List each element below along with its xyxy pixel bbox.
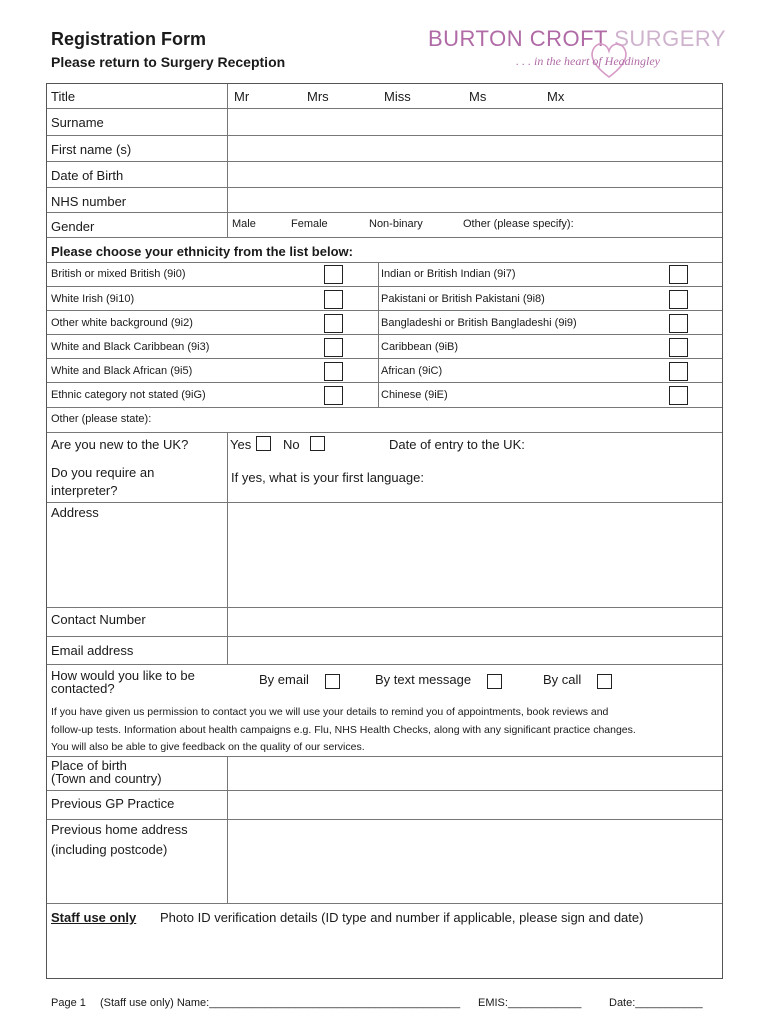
ethnicity-checkbox-other-white[interactable] bbox=[324, 314, 343, 333]
logo-tagline: . . . in the heart of Headingley bbox=[516, 54, 660, 68]
gender-option-other[interactable]: Other (please specify): bbox=[463, 218, 574, 230]
staff-use-only-label: Staff use only bbox=[51, 910, 137, 925]
previous-address-label-line1: Previous home address bbox=[51, 822, 188, 837]
dob-label: Date of Birth bbox=[51, 168, 124, 183]
first-name-label: First name (s) bbox=[51, 142, 132, 157]
ethnicity-checkbox-caribbean[interactable] bbox=[669, 338, 688, 357]
new-to-uk-label: Are you new to the UK? bbox=[51, 437, 189, 452]
title-option-mrs[interactable]: Mrs bbox=[307, 89, 329, 104]
ethnicity-checkbox-white-irish[interactable] bbox=[324, 290, 343, 309]
title-option-mx[interactable]: Mx bbox=[547, 89, 565, 104]
new-to-uk-yes-label: Yes bbox=[230, 437, 252, 452]
ethnicity-option-caribbean: Caribbean (9iB) bbox=[381, 341, 459, 353]
ethnicity-checkbox-indian[interactable] bbox=[669, 265, 688, 284]
footer-emis: EMIS:____________ bbox=[478, 997, 582, 1009]
surname-label: Surname bbox=[51, 115, 104, 130]
gender-option-male[interactable]: Male bbox=[232, 218, 256, 230]
first-language-label: If yes, what is your first language: bbox=[231, 470, 424, 485]
ethnicity-option-white-black-caribbean: White and Black Caribbean (9i3) bbox=[51, 341, 210, 353]
logo-surgery: SURGERY bbox=[607, 26, 727, 51]
ethnicity-option-white-black-african: White and Black African (9i5) bbox=[51, 365, 193, 377]
ethnicity-option-african: African (9iC) bbox=[381, 365, 443, 377]
contact-by-call-label: By call bbox=[543, 672, 582, 687]
contact-preference-label-line2: contacted? bbox=[51, 681, 115, 696]
ethnicity-checkbox-not-stated[interactable] bbox=[324, 386, 343, 405]
new-to-uk-yes-checkbox[interactable] bbox=[256, 436, 271, 451]
page-subtitle: Please return to Surgery Reception bbox=[51, 54, 286, 70]
consent-paragraph bbox=[51, 704, 716, 757]
ethnicity-checkbox-chinese[interactable] bbox=[669, 386, 688, 405]
page-number: Page 1 bbox=[51, 997, 86, 1009]
consent-line-3: You will also be able to give feedback on the quality of our services. bbox=[51, 741, 365, 753]
contact-by-email-checkbox[interactable] bbox=[325, 674, 340, 689]
title-option-ms[interactable]: Ms bbox=[469, 89, 487, 104]
contact-by-text-label: By text message bbox=[375, 672, 472, 687]
place-of-birth-label-line2: (Town and country) bbox=[51, 771, 162, 786]
ethnicity-heading: Please choose your ethnicity from the list below: bbox=[51, 244, 353, 259]
contact-by-call-checkbox[interactable] bbox=[597, 674, 612, 689]
previous-gp-label: Previous GP Practice bbox=[51, 796, 175, 811]
footer-staff-name: (Staff use only) Name:_________________________________________ bbox=[100, 997, 461, 1009]
ethnicity-checkbox-white-black-caribbean[interactable] bbox=[324, 338, 343, 357]
logo-name: BURTON CROFT bbox=[428, 26, 608, 51]
contact-number-label: Contact Number bbox=[51, 612, 146, 627]
footer-date: Date:___________ bbox=[609, 997, 703, 1009]
ethnicity-checkbox-african[interactable] bbox=[669, 362, 688, 381]
consent-line-2: follow-up tests. Information about health campaigns e.g. Flu, NHS Health Checks, along with any significant practice changes. bbox=[51, 723, 636, 736]
photo-id-verification-label: Photo ID verification details (ID type and number if applicable, please sign and date) bbox=[160, 910, 644, 925]
title-option-miss[interactable]: Miss bbox=[384, 89, 411, 104]
interpreter-label-line2: interpreter? bbox=[51, 483, 118, 498]
ethnicity-option-not-stated: Ethnic category not stated (9iG) bbox=[51, 389, 206, 401]
ethnicity-option-british: British or mixed British (9i0) bbox=[51, 268, 186, 280]
interpreter-label-line1: Do you require an bbox=[51, 465, 155, 480]
consent-line-1: If you have given us permission to contact you we will use your details to remind you of appointments, book reviews and bbox=[51, 706, 609, 718]
new-to-uk-no-checkbox[interactable] bbox=[310, 436, 325, 451]
title-option-mr[interactable]: Mr bbox=[234, 89, 250, 104]
ethnicity-option-pakistani: Pakistani or British Pakistani (9i8) bbox=[381, 293, 545, 305]
ethnicity-option-indian: Indian or British Indian (9i7) bbox=[381, 268, 516, 280]
gender-option-female[interactable]: Female bbox=[291, 218, 328, 230]
ethnicity-checkbox-pakistani[interactable] bbox=[669, 290, 688, 309]
page-title: Registration Form bbox=[51, 29, 207, 49]
title-label: Title bbox=[51, 89, 76, 104]
ethnicity-option-chinese: Chinese (9iE) bbox=[381, 389, 448, 401]
uk-entry-date-label: Date of entry to the UK: bbox=[389, 437, 525, 452]
nhs-number-label: NHS number bbox=[51, 194, 127, 209]
gender-option-non-binary[interactable]: Non-binary bbox=[369, 218, 423, 230]
ethnicity-option-other-white: Other white background (9i2) bbox=[51, 317, 193, 329]
previous-address-label-line2: (including postcode) bbox=[51, 842, 168, 857]
surgery-logo bbox=[428, 26, 726, 52]
ethnicity-option-bangladeshi: Bangladeshi or British Bangladeshi (9i9) bbox=[381, 317, 577, 329]
new-to-uk-no-label: No bbox=[283, 437, 300, 452]
ethnicity-checkbox-white-black-african[interactable] bbox=[324, 362, 343, 381]
email-label: Email address bbox=[51, 643, 134, 658]
ethnicity-other-label: Other (please state): bbox=[51, 413, 152, 425]
ethnicity-option-white-irish: White Irish (9i10) bbox=[51, 293, 135, 305]
gender-label: Gender bbox=[51, 219, 95, 234]
ethnicity-checkbox-bangladeshi[interactable] bbox=[669, 314, 688, 333]
address-label: Address bbox=[51, 505, 99, 520]
ethnicity-checkbox-british[interactable] bbox=[324, 265, 343, 284]
place-of-birth-label-line1: Place of birth bbox=[51, 758, 127, 773]
contact-preference-label-line1: How would you like to be bbox=[51, 668, 195, 683]
contact-by-text-checkbox[interactable] bbox=[487, 674, 502, 689]
contact-by-email-label: By email bbox=[259, 672, 309, 687]
